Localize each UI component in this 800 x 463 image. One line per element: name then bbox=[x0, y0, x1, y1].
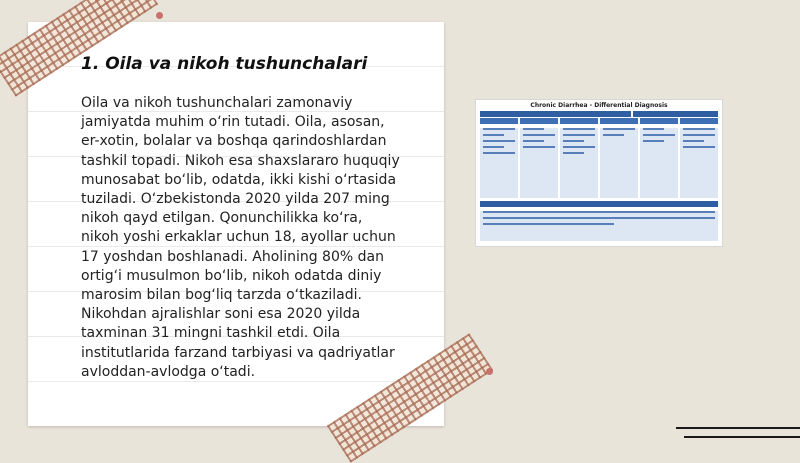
decorative-line bbox=[676, 427, 800, 429]
diagram-column bbox=[680, 117, 718, 198]
section-heading: 1. Oila va nikoh tushunchalari bbox=[81, 54, 368, 74]
decorative-line bbox=[684, 436, 800, 438]
diagram-column bbox=[480, 117, 518, 198]
diagram-column bbox=[520, 117, 558, 198]
diagram-title: Chronic Diarrhea - Differential Diagnosis bbox=[530, 102, 668, 109]
diagram-column bbox=[640, 117, 678, 198]
tape-pin-dot bbox=[486, 368, 493, 375]
section-paragraph: Oila va nikoh tushunchalari zamonaviy jamiyatda muhim o‘rin tutadi. Oila, asosan, er-xotin, bolalar va boshqa qarindoshlardan tashkil topadi. Nikoh esa shaxslararo huquqiy munosabat bo‘lib, odatda, ikki kishi o‘rtasida tuziladi. O‘zbekistonda 2020 yilda 207 ming nikoh qayd etilgan. Qonunchilikka ko‘ra, nikoh yoshi erkaklar uchun 18, ayollar uchun 17 yoshdan boshlanadi. Aholining 80% dan ortig‘i musulmon bo‘lib, nikoh odatda diniy marosim bilan bog‘liq tarzda o‘tkaziladi. Nikohdan ajralishlar soni esa 2020 yilda taxminan 31 mingni tashkil etdi. Oila institutlarida farzand tarbiyasi va qadriyatlar avloddan-avlodga o‘tadi. bbox=[81, 95, 400, 380]
diagnosis-diagram-image bbox=[475, 99, 723, 247]
diagram-footer-band bbox=[480, 201, 718, 207]
diagram-column bbox=[560, 117, 598, 198]
diagram-footer-body bbox=[480, 211, 718, 241]
diagram-columns bbox=[480, 117, 718, 198]
diagram-column bbox=[600, 117, 638, 198]
tape-pin-dot bbox=[156, 12, 163, 19]
